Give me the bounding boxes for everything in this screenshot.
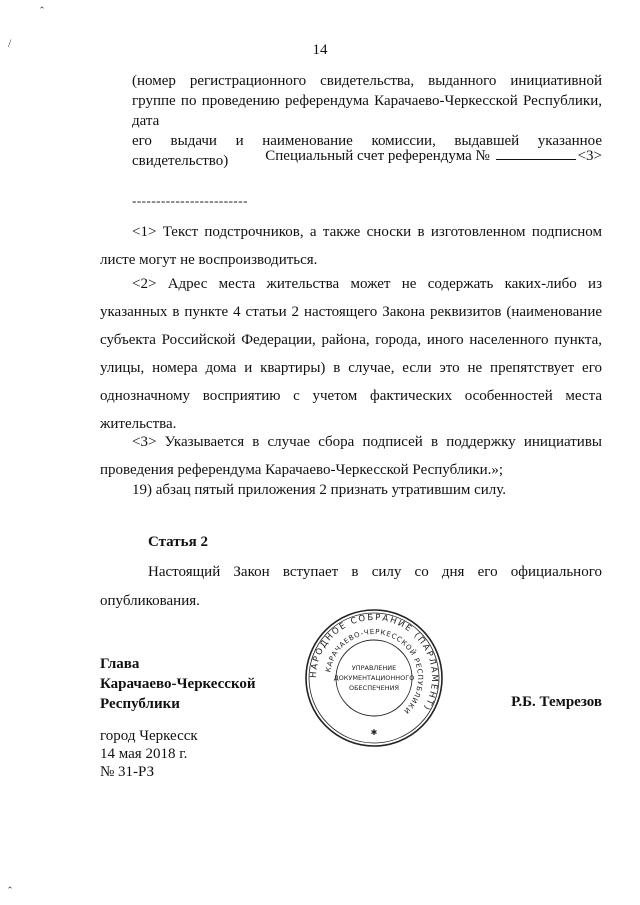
- footnote-line: <1> Текст подстрочников, а также сноски в изготовленном подписном: [132, 224, 602, 240]
- article-line: опубликования.: [100, 593, 200, 609]
- footnote-line: указанных в пункте 4 статьи 2 настоящего Закона реквизитов (наименование: [100, 304, 602, 320]
- footnote-line: листе могут не воспроизводиться.: [100, 252, 318, 268]
- page-number: 14: [312, 42, 328, 58]
- article-line: Настоящий Закон вступает в силу со дня его официального: [148, 564, 602, 580]
- signatory-title-line: Глава: [100, 656, 140, 672]
- law-number: № 31-РЗ: [100, 764, 155, 780]
- footnote-2: [100, 270, 602, 438]
- seal-outer-text: НАРОДНОЕ СОБРАНИЕ (ПАРЛАМЕНТ): [308, 612, 440, 713]
- signatory-title-line: Республики: [100, 696, 180, 712]
- seal-star-icon: ✱: [370, 728, 378, 737]
- caption-line: группе по проведению референдума Карачаево-Черкесской Республики, дата: [132, 93, 602, 129]
- signatory-title-line: Карачаево-Черкесской: [100, 676, 256, 692]
- item-19: 19) абзац пятый приложения 2 признать утратившим силу.: [132, 482, 507, 498]
- scan-mark-left: /: [8, 36, 12, 50]
- caption-line: его выдачи и наименование комиссии, выдавшей указанное свидетельство): [132, 133, 602, 169]
- seal-inner-text: КАРАЧАЕВО-ЧЕРКЕССКОЙ РЕСПУБЛИКИ: [324, 627, 425, 716]
- footnote-ref-3: <3>: [577, 148, 602, 164]
- footnote-line: однозначному восприятию с учетом фактических особенностей места: [100, 388, 602, 404]
- footnote-3: [100, 428, 602, 484]
- date: 14 мая 2018 г.: [100, 746, 188, 762]
- footnote-1: [100, 218, 602, 274]
- footnote-line: проведения референдума Карачаево-Черкесской Республики.»;: [100, 462, 504, 478]
- scan-mark-bottom: ˆ: [8, 884, 12, 898]
- scan-mark-top: ˆ: [40, 4, 44, 18]
- signatory-name: Р.Б. Темрезов: [511, 694, 602, 710]
- city: город Черкесск: [100, 728, 198, 744]
- signatory-title: [100, 654, 256, 714]
- special-account-label: Специальный счет референдума №: [265, 148, 490, 164]
- seal-center-line: УПРАВЛЕНИЕ: [351, 664, 397, 672]
- footnote-line: субъекта Российской Федерации, района, города, иного населенного пункта,: [100, 332, 602, 348]
- special-account-line: [265, 147, 602, 165]
- caption-line: (номер регистрационного свидетельства, выданного инициативной: [132, 73, 602, 89]
- account-number-blank: [496, 147, 576, 160]
- place-date-block: [100, 727, 198, 781]
- footnote-separator: ------------------------: [132, 193, 248, 208]
- footnote-line: <2> Адрес места жительства может не содержать каких-либо из: [132, 276, 602, 292]
- seal-center-line: ДОКУМЕНТАЦИОННОГО: [333, 674, 415, 682]
- footnote-line: жительства.: [100, 416, 177, 432]
- footnote-line: <3> Указывается в случае сбора подписей в поддержку инициативы: [132, 434, 602, 450]
- official-seal: [304, 608, 444, 748]
- footnote-line: улицы, номера дома и квартиры) в случае, если это не препятствует его: [100, 360, 602, 376]
- article-heading: Статья 2: [148, 534, 208, 550]
- seal-center-line: ОБЕСПЕЧЕНИЯ: [348, 684, 400, 692]
- seal-graphic: [304, 608, 444, 748]
